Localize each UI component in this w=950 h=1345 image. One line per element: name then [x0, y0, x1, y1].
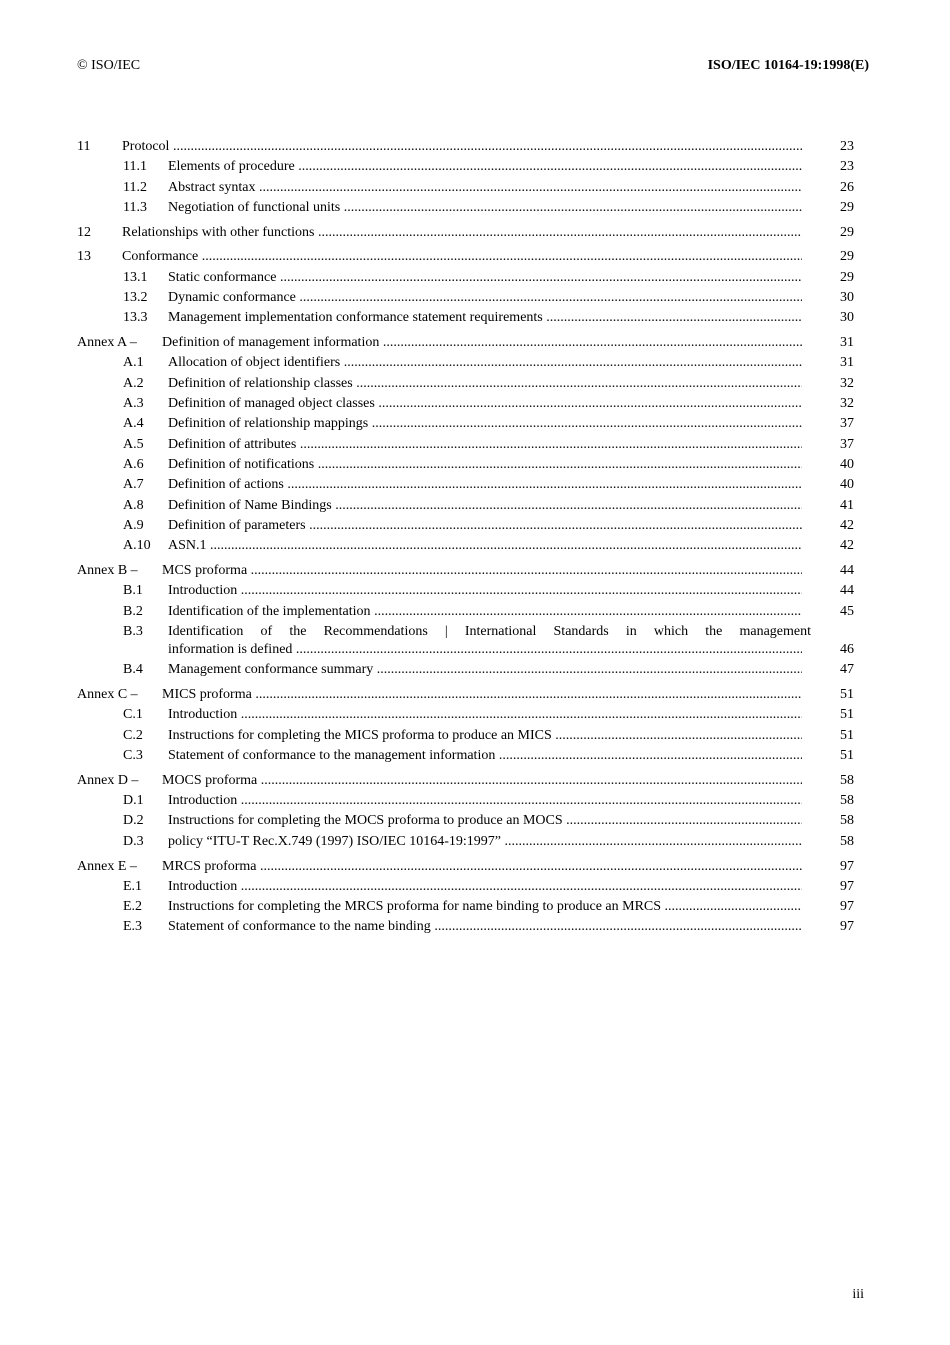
toc-entry-title: Introduction ..... — [168, 791, 802, 811]
toc-entry — [77, 832, 855, 852]
toc-entry-title: Introduction ..... — [168, 877, 802, 897]
toc-entry-number: A.8 — [123, 497, 144, 513]
toc-entry — [77, 791, 855, 811]
toc-entry-number: B.3 — [123, 623, 143, 639]
toc-entry-page: 51 — [840, 748, 854, 764]
toc-entry-title: ASN.1 ..... — [168, 536, 802, 556]
toc-entry-title: Definition of actions ..... — [168, 475, 802, 495]
toc-entry-page: 42 — [840, 517, 854, 533]
toc-entry — [77, 897, 855, 917]
toc-entry-page: 31 — [840, 355, 854, 371]
toc-entry — [77, 622, 855, 661]
toc-entry — [77, 353, 855, 373]
toc-entry-number: A.6 — [123, 456, 144, 472]
toc-entry-number: C.3 — [123, 748, 143, 764]
toc-entry — [77, 455, 855, 475]
toc-entry-number: 11 — [77, 139, 91, 154]
toc-entry — [77, 223, 855, 243]
toc-entry-title: Definition of parameters ..... — [168, 516, 802, 536]
toc-entry-page: 51 — [840, 707, 854, 723]
toc-entry-number: Annex A – — [77, 335, 137, 351]
toc-entry — [77, 157, 855, 177]
toc-entry-page: 58 — [840, 813, 854, 829]
toc-entry-number: 13 — [77, 249, 91, 265]
toc-entry-title: Static conformance ..... — [168, 268, 802, 288]
toc-entry-title: Protocol ..... — [122, 137, 802, 157]
toc-entry-page: 46 — [840, 641, 854, 657]
toc-entry — [77, 771, 855, 791]
toc-entry — [77, 374, 855, 394]
toc-entry-title: MOCS proforma ..... — [162, 771, 802, 791]
toc-entry — [77, 178, 855, 198]
toc-entry-title: Introduction ..... — [168, 705, 802, 725]
header-standard-id: ISO/IEC 10164-19:1998(E) — [707, 58, 869, 73]
toc-entry-page: 37 — [840, 436, 854, 452]
toc-entry-page: 97 — [840, 878, 854, 894]
toc-entry — [77, 268, 855, 288]
toc-entry-title: Negotiation of functional units ..... — [168, 198, 802, 218]
toc-entry-number: 13.1 — [123, 269, 148, 285]
toc-entry — [77, 705, 855, 725]
toc-entry — [77, 516, 855, 536]
toc-entry — [77, 496, 855, 516]
toc-entry-number: C.2 — [123, 727, 143, 743]
toc-entry-number: Annex B – — [77, 562, 138, 578]
toc-entry-title: Instructions for completing the MOCS proforma to produce an MOCS ..... — [168, 811, 802, 831]
toc-entry-page: 37 — [840, 416, 854, 432]
toc-entry — [77, 561, 855, 581]
toc-entry-title: Statement of conformance to the management information ..... — [168, 746, 802, 766]
toc-entry-number: A.10 — [123, 538, 151, 554]
toc-entry-title: Definition of managed object classes ..... — [168, 394, 802, 414]
toc-entry-title: Management conformance summary ..... — [168, 660, 802, 680]
toc-entry — [77, 877, 855, 897]
toc-entry-number: Annex C – — [77, 687, 138, 703]
toc-entry-title: Definition of Name Bindings ..... — [168, 496, 802, 516]
toc-entry-title: Definition of relationship mappings ..... — [168, 414, 802, 434]
toc-entry-number: A.9 — [123, 517, 144, 533]
toc-entry-page: 30 — [840, 310, 854, 326]
toc-entry-number: 11.2 — [123, 179, 147, 195]
toc-entry-number: 13.2 — [123, 290, 148, 306]
toc-entry — [77, 660, 855, 680]
toc-entry-page: 41 — [840, 497, 854, 513]
toc-entry — [77, 288, 855, 308]
toc-entry-number: D.1 — [123, 793, 144, 809]
toc-entry-page: 32 — [840, 375, 854, 391]
toc-entry-title: Instructions for completing the MRCS proforma for name binding to produce an MRCS ..... — [168, 897, 802, 917]
toc-entry-title: Definition of attributes ..... — [168, 435, 802, 455]
toc-entry-page: 40 — [840, 456, 854, 472]
toc-entry — [77, 811, 855, 831]
toc-entry — [77, 247, 855, 267]
toc-entry-title: Relationships with other functions ..... — [122, 223, 802, 243]
toc-entry-title: Definition of notifications ..... — [168, 455, 802, 475]
toc-entry — [77, 536, 855, 556]
page-number: iii — [852, 1287, 864, 1302]
toc-entry-title: Definition of management information ..... — [162, 333, 802, 353]
toc-entry-number: A.2 — [123, 375, 144, 391]
toc-entry-title: Dynamic conformance ..... — [168, 288, 802, 308]
toc-entry — [77, 917, 855, 937]
toc-entry-page: 32 — [840, 396, 854, 412]
toc-entry-number: A.7 — [123, 477, 144, 493]
toc-entry-title: Elements of procedure ..... — [168, 157, 802, 177]
toc-entry — [77, 581, 855, 601]
toc-entry-page: 23 — [840, 139, 854, 154]
toc-entry-number: C.1 — [123, 707, 143, 723]
toc-entry — [77, 435, 855, 455]
toc-entry-number: E.2 — [123, 899, 143, 915]
toc-entry — [77, 602, 855, 622]
toc-entry-page: 45 — [840, 603, 854, 619]
toc-entry-page: 44 — [840, 562, 854, 578]
toc-entry-page: 44 — [840, 583, 854, 599]
toc-entry-page: 51 — [840, 727, 854, 743]
toc-entry-title: MRCS proforma ..... — [162, 857, 802, 877]
toc-entry-number: Annex D – — [77, 772, 139, 788]
toc-entry-title: Management implementation conformance statement requirements ..... — [168, 308, 802, 328]
toc-entry-page: 97 — [840, 858, 854, 874]
toc-entry — [77, 308, 855, 328]
toc-entry-number: 12 — [77, 224, 91, 240]
header-copyright: © ISO/IEC — [77, 58, 141, 73]
toc-entry-page: 58 — [840, 833, 854, 849]
toc-entry-number: B.2 — [123, 603, 143, 619]
toc-entry-number: B.1 — [123, 583, 143, 599]
toc-entry — [77, 475, 855, 495]
toc-entry-number: A.5 — [123, 436, 144, 452]
toc-entry-page: 29 — [840, 269, 854, 285]
toc-entry-page: 42 — [840, 538, 854, 554]
toc-entry-page: 51 — [840, 687, 854, 703]
toc-entry — [77, 394, 855, 414]
toc-entry-title: Conformance ..... — [122, 247, 802, 267]
toc-entry-title: Instructions for completing the MICS proforma to produce an MICS ..... — [168, 726, 802, 746]
toc-entry-page: 29 — [840, 249, 854, 265]
toc-entry-title-continued: information is defined ..... — [168, 640, 802, 660]
toc-entry-page: 58 — [840, 772, 854, 788]
toc-entry-title: Identification of the implementation ..... — [168, 602, 802, 622]
toc-entry-number: D.2 — [123, 813, 144, 829]
table-of-contents — [77, 137, 855, 938]
toc-entry-title: MCS proforma ..... — [162, 561, 802, 581]
toc-entry — [77, 333, 855, 353]
toc-entry-number: E.1 — [123, 878, 143, 894]
toc-entry-page: 29 — [840, 224, 854, 240]
toc-entry-page: 31 — [840, 335, 854, 351]
toc-entry-number: 13.3 — [123, 310, 148, 326]
toc-entry — [77, 685, 855, 705]
toc-entry-title: Allocation of object identifiers ..... — [168, 353, 802, 373]
toc-entry-page: 97 — [840, 919, 854, 935]
toc-entry-title: Abstract syntax ..... — [168, 178, 802, 198]
toc-entry-number: B.4 — [123, 662, 143, 678]
toc-entry-page: 23 — [840, 159, 854, 175]
toc-entry — [77, 198, 855, 218]
toc-entry-number: E.3 — [123, 919, 143, 935]
toc-entry — [77, 414, 855, 434]
toc-entry-number: A.1 — [123, 355, 144, 371]
toc-entry-number: A.4 — [123, 416, 144, 432]
toc-entry-title: Introduction ..... — [168, 581, 802, 601]
toc-entry-title: policy “ITU-T Rec.X.749 (1997) ISO/IEC 10164-19:1997” ..... — [168, 832, 802, 852]
toc-entry-page: 40 — [840, 477, 854, 493]
toc-entry — [77, 726, 855, 746]
toc-entry — [77, 746, 855, 766]
toc-entry-page: 58 — [840, 793, 854, 809]
toc-entry-number: Annex E – — [77, 858, 137, 874]
toc-entry-number: A.3 — [123, 396, 144, 412]
toc-entry-number: 11.3 — [123, 199, 147, 215]
toc-entry — [77, 857, 855, 877]
toc-entry-title: Statement of conformance to the name binding ..... — [168, 917, 802, 937]
toc-entry — [77, 137, 855, 157]
toc-entry-page: 29 — [840, 199, 854, 215]
toc-entry-number: 11.1 — [123, 159, 147, 175]
toc-entry-number: D.3 — [123, 833, 144, 849]
toc-entry-page: 26 — [840, 179, 854, 195]
toc-entry-title: Identification of the Recommendations | International Standards in which the management — [168, 623, 811, 639]
toc-entry-page: 97 — [840, 899, 854, 915]
toc-entry-title: Definition of relationship classes ..... — [168, 374, 802, 394]
toc-entry-page: 47 — [840, 662, 854, 678]
toc-entry-title: MICS proforma ..... — [162, 685, 802, 705]
toc-entry-page: 30 — [840, 290, 854, 306]
